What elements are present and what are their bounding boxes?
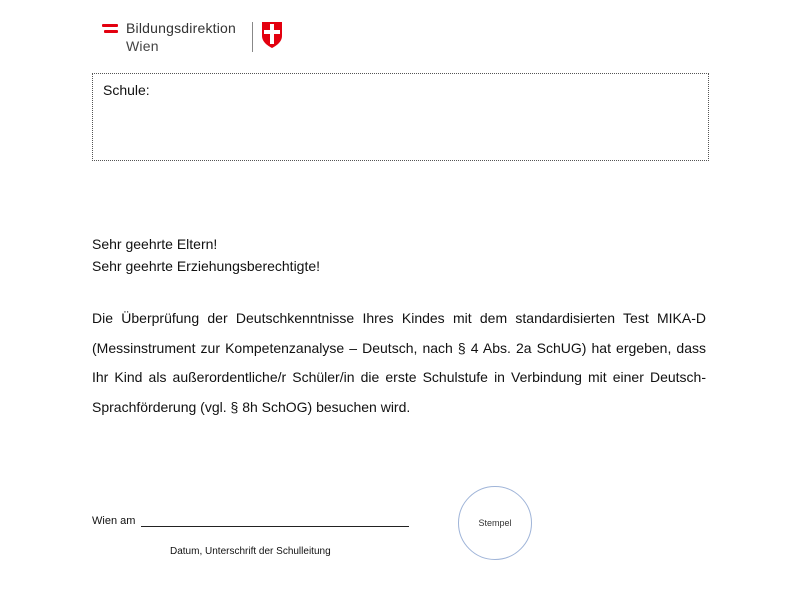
school-label: Schule: [103,82,150,98]
body-line: (Messinstrument zur Kompetenzanalyse – Deutsch, nach § 4 Abs. 2a SchUG) hat ergeben, dass [92,339,706,356]
body-line: Die Überprüfung der Deutschkenntnisse Ihres Kindes mit dem standardisierten Test MIKA-D [92,310,706,326]
body-line: Ihr Kind als außerordentliche/r Schüler/in die erste Schulstufe in Verbindung mit einer Deutsch- [92,369,706,385]
vienna-coat-of-arms-icon [262,22,282,48]
school-field[interactable] [92,73,709,161]
salutation [92,233,320,277]
signature-line[interactable] [141,526,409,527]
logo-title: Bildungsdirektion [126,20,237,36]
austria-flag-icon [102,24,118,36]
stamp-label: Stempel [478,518,512,528]
signature-caption: Datum, Unterschrift der Schulleitung [170,546,331,557]
place-date-label: Wien am [92,515,136,527]
letter-body [92,304,706,422]
body-line: Sprachförderung (vgl. § 8h SchOG) besuchen wird. [92,398,411,415]
logo-divider [252,22,253,52]
salutation-parents: Sehr geehrte Eltern! [92,236,218,252]
logo-subtitle: Wien [126,38,159,54]
salutation-guardians: Sehr geehrte Erziehungsberechtigte! [92,258,321,274]
stamp-circle [458,486,532,560]
